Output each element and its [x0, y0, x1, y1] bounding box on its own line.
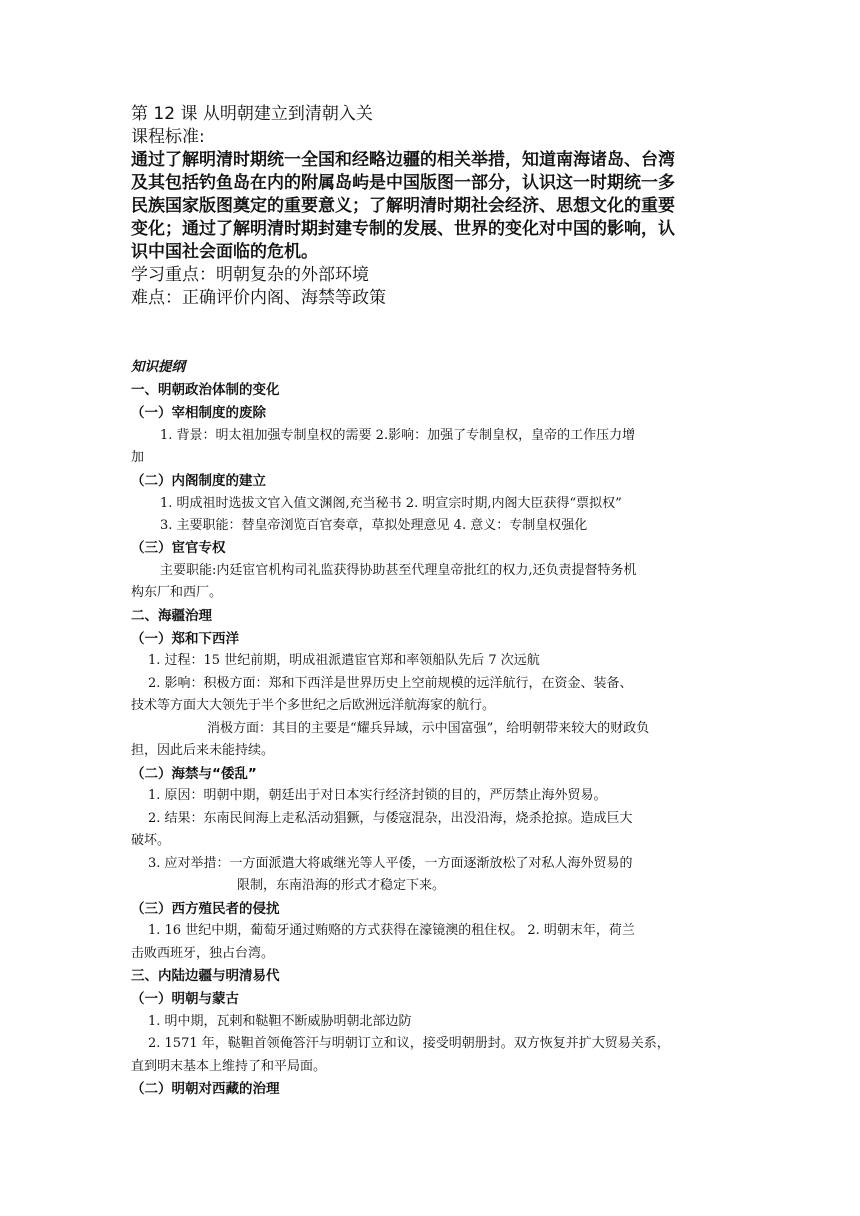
body-line: 加: [131, 450, 145, 465]
subsection-heading: （一）明朝与蒙古: [131, 991, 239, 1007]
body-line: 消极方面：其目的主要是“耀兵异域，示中国富强”，给明朝带来较大的财政负: [207, 721, 650, 736]
body-line: 2. 结果：东南民间海上走私活动猖獗，与倭寇混杂，出没沿海，烧杀抢掠。造成巨大: [148, 811, 633, 826]
body-line: 主要职能:内廷宦官机构司礼监获得协助甚至代理皇帝批红的权力,还负责提督特务机: [160, 563, 637, 578]
subsection-heading: （三）西方殖民者的侵扰: [131, 901, 280, 917]
section-heading: 一、明朝政治体制的变化: [131, 382, 280, 398]
section-heading: 三、内陆边疆与明清易代: [131, 968, 280, 984]
standard-line: 民族国家版图奠定的重要意义；了解明清时期社会经济、思想文化的重要: [131, 196, 675, 216]
subsection-heading: （二）明朝对西藏的治理: [131, 1081, 280, 1097]
body-line: 3. 主要职能：替皇帝浏览百官奏章，草拟处理意见 4. 意义：专制皇权强化: [160, 518, 588, 533]
body-line: 击败西班牙，独占台湾。: [131, 946, 275, 961]
subsection-heading: （一）郑和下西洋: [131, 631, 239, 647]
standard-label: 课程标准:: [131, 127, 205, 147]
standard-line: 识中国社会面临的危机。: [131, 242, 318, 262]
body-line: 2. 1571 年，鞑靼首领俺答汗与明朝订立和议，接受明朝册封。双方恢复并扩大贸易关系，: [148, 1036, 670, 1051]
subsection-heading: （二）内阁制度的建立: [131, 473, 266, 489]
body-line: 1. 背景：明太祖加强专制皇权的需要 2.影响：加强了专制皇权，皇帝的工作压力增: [160, 428, 636, 443]
body-line: 1. 过程：15 世纪前期，明成祖派遣宦官郑和率领船队先后 7 次远航: [148, 653, 540, 668]
standard-line: 通过了解明清时期统一全国和经略边疆的相关举措，知道南海诸岛、台湾: [131, 150, 675, 170]
body-line: 直到明末基本上维持了和平局面。: [131, 1059, 327, 1074]
standard-line: 变化；通过了解明清时期封建专制的发展、世界的变化对中国的影响，认: [131, 219, 675, 239]
body-line: 构东厂和西厂。: [131, 585, 223, 600]
body-line: 破坏。: [131, 833, 171, 848]
key-point: 学习重点：明朝复杂的外部环境: [131, 265, 369, 285]
body-line: 1. 原因：明朝中期，朝廷出于对日本实行经济封锁的目的，严厉禁止海外贸易。: [148, 788, 607, 803]
body-line: 技术等方面大大领先于半个多世纪之后欧洲远洋航海家的航行。: [131, 698, 496, 713]
outline-title: 知识提纲: [131, 359, 185, 375]
body-line: 1. 16 世纪中期，葡萄牙通过贿赂的方式获得在濠镜澳的租住权。 2. 明朝末年，荷兰: [148, 923, 635, 938]
body-line: 担，因此后来未能持续。: [131, 743, 275, 758]
lesson-title: 第 12 课 从明朝建立到清朝入关: [131, 104, 373, 124]
body-line: 限制，东南沿海的形式才稳定下来。: [237, 878, 446, 893]
subsection-heading: （二）海禁与“倭乱”: [131, 766, 257, 782]
standard-line: 及其包括钓鱼岛在内的附属岛屿是中国版图一部分，认识这一时期统一多: [131, 173, 675, 193]
body-line: 3. 应对举措：一方面派遣大将戚继光等人平倭，一方面逐渐放松了对私人海外贸易的: [148, 856, 633, 871]
body-line: 1. 明中期，瓦剌和鞑靼不断威胁明朝北部边防: [148, 1014, 412, 1029]
body-line: 1. 明成祖时选拔文官入值文渊阁,充当秘书 2. 明宣宗时期,内阁大臣获得“票拟权”: [160, 496, 622, 511]
subsection-heading: （一）宰相制度的废除: [131, 405, 266, 421]
body-line: 2. 影响：积极方面：郑和下西洋是世界历史上空前规模的远洋航行，在资金、装备、: [148, 676, 633, 691]
section-heading: 二、海疆治理: [131, 608, 212, 624]
difficulty: 难点：正确评价内阁、海禁等政策: [131, 288, 386, 308]
subsection-heading: （三）宦官专权: [131, 540, 226, 556]
